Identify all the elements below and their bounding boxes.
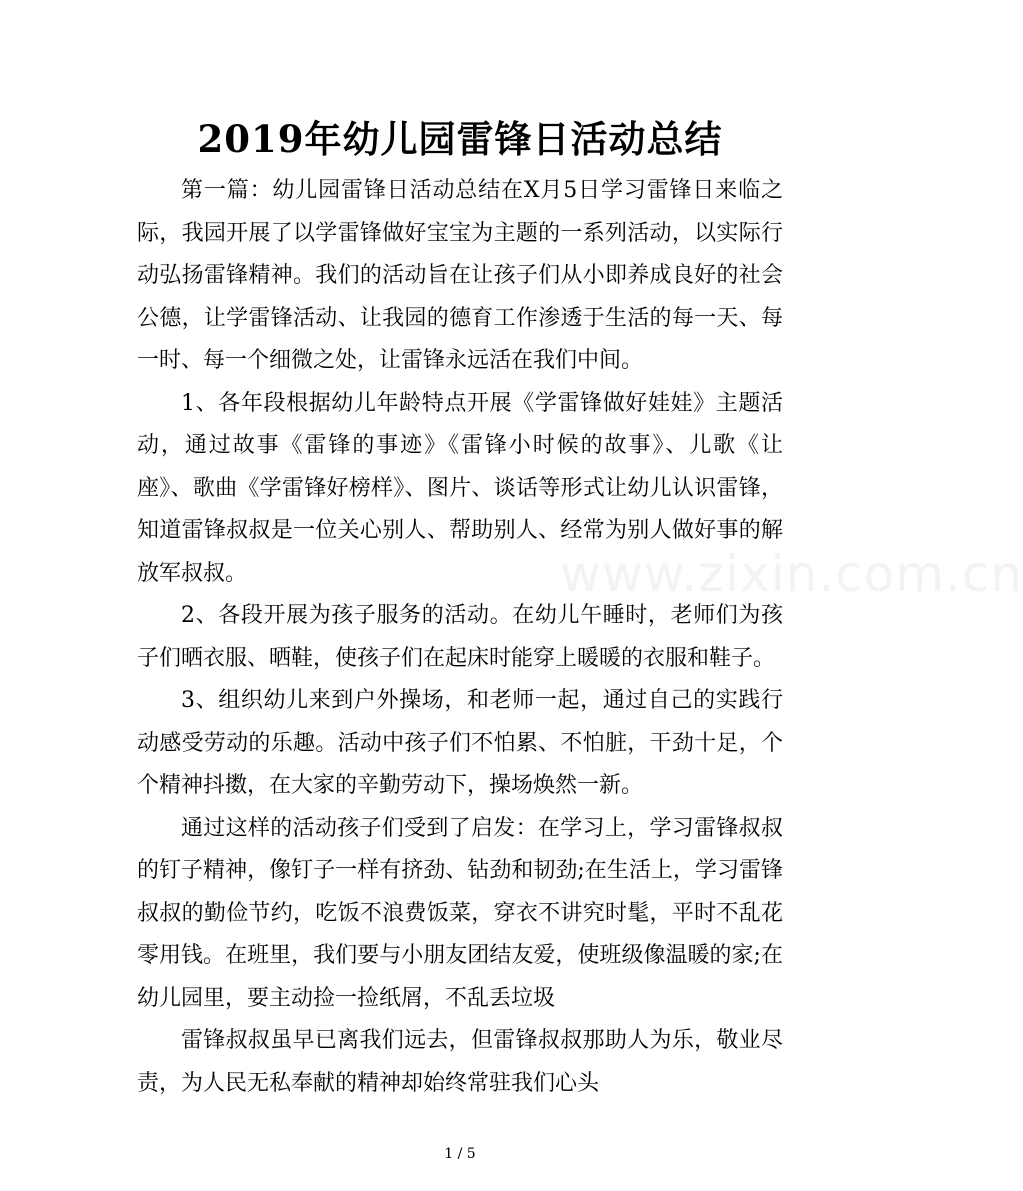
- paragraph-item-3: 3、组织幼儿来到户外操场，和老师一起，通过自己的实践行动感受劳动的乐趣。活动中孩子们不怕累、不怕脏，干劲十足，个个精神抖擞，在大家的辛勤劳动下，操场焕然一新。: [137, 688, 783, 798]
- paragraph-closing: 雷锋叔叔虽早已离我们远去，但雷锋叔叔那助人为乐，敬业尽责，为人民无私奉献的精神却始终常驻我们心头: [137, 1028, 783, 1096]
- document-title: 2019年幼儿园雷锋日活动总结: [197, 117, 723, 161]
- document-body: [137, 170, 783, 1105]
- paragraph-summary: 通过这样的活动孩子们受到了启发：在学习上，学习雷锋叔叔的钉子精神，像钉子一样有挤劲、钻劲和韧劲;在生活上，学习雷锋叔叔的勤俭节约，吃饭不浪费饭菜，穿衣不讲究时髦，平时不乱花零用钱。在班里，我们要与小朋友团结友爱，使班级像温暖的家;在幼儿园里，要主动捡一捡纸屑，不乱丢垃圾: [137, 815, 783, 1011]
- page-number: 1 / 5: [444, 1146, 476, 1162]
- paragraph-item-2: 2、各段开展为孩子服务的活动。在幼儿午睡时，老师们为孩子们晒衣服、晒鞋，使孩子们在起床时能穿上暖暖的衣服和鞋子。: [137, 603, 783, 671]
- watermark: www.zixin.com.cn: [560, 545, 1023, 603]
- paragraph-item-1: 1、各年段根据幼儿年龄特点开展《学雷锋做好娃娃》主题活动，通过故事《雷锋的事迹》《雷锋小时候的故事》、儿歌《让座》、歌曲《学雷锋好榜样》、图片、谈话等形式让幼儿认识雷锋，知道雷锋叔叔是一位关心别人、帮助别人、经常为别人做好事的解放军叔叔。: [137, 390, 783, 586]
- paragraph-intro: 第一篇：幼儿园雷锋日活动总结在X月5日学习雷锋日来临之际，我园开展了以学雷锋做好宝宝为主题的一系列活动，以实际行动弘扬雷锋精神。我们的活动旨在让孩子们从小即养成良好的社会公德，让学雷锋活动、让我园的德育工作渗透于生活的每一天、每一时、每一个细微之处，让雷锋永远活在我们中间。: [137, 178, 783, 373]
